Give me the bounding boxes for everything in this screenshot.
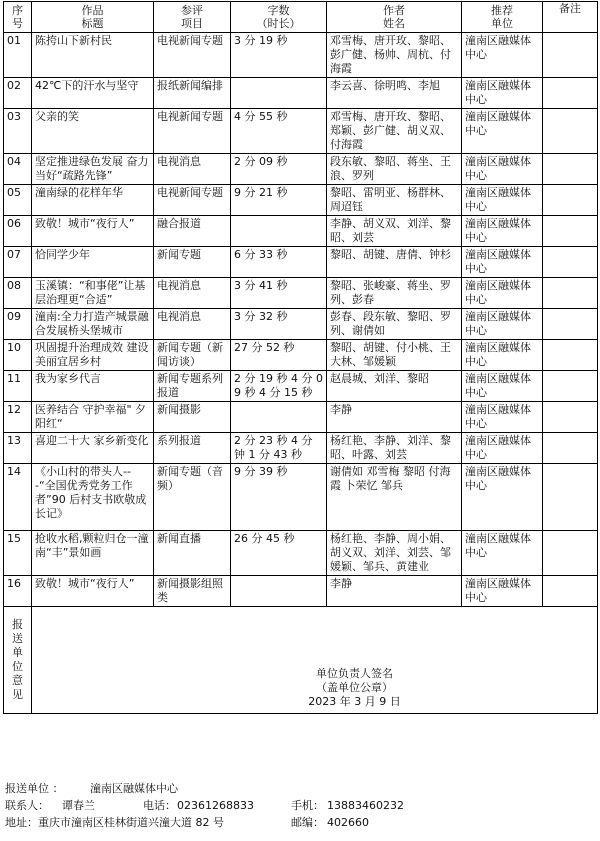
- cell-category: 新闻摄影: [154, 402, 231, 433]
- cell-authors: 李静: [327, 576, 462, 607]
- cell-remark: [543, 278, 598, 309]
- submission-date: 2023 年 3 月 9 日: [308, 695, 401, 708]
- cell-authors: 黎昭、胡键、付小桃、王大林、邹媛颖: [327, 340, 462, 371]
- cell-remark: [543, 33, 598, 78]
- cell-remark: [543, 109, 598, 154]
- cell-authors: 黎昭、胡键、唐倩、钟杉: [327, 247, 462, 278]
- cell-seq: 02: [4, 78, 32, 109]
- header-unit: 推荐 单位: [462, 2, 543, 33]
- cell-length: 2 分 23 秒 4 分钟 1 分 43 秒: [231, 433, 327, 464]
- cell-unit: 潼南区融媒体中心: [462, 309, 543, 340]
- cell-unit: 潼南区融媒体中心: [462, 278, 543, 309]
- cell-unit: 潼南区融媒体中心: [462, 402, 543, 433]
- unit-value: 潼南区融媒体中心: [90, 782, 178, 795]
- mobile-label: 手机：: [291, 799, 324, 812]
- cell-title: 《小山村的带头人---“全国优秀党务工作者”90 后村支书欧敬成长记》: [32, 464, 154, 531]
- cell-seq: 10: [4, 340, 32, 371]
- cell-unit: 潼南区融媒体中心: [462, 340, 543, 371]
- cell-category: 新闻专题（新闻访谈）: [154, 340, 231, 371]
- header-category: 参评 项目: [154, 2, 231, 33]
- signature-label: 单位负责人签名: [316, 667, 393, 680]
- cell-category: 新闻专题系列报道: [154, 371, 231, 402]
- submission-form: [3, 1, 597, 714]
- cell-authors: 谢倩如 邓雪梅 黎昭 付海霞 卜荣忆 邹兵: [327, 464, 462, 531]
- cell-title: 抢收水稻,颗粒归仓一潼南“丰”景如画: [32, 531, 154, 576]
- cell-seq: 08: [4, 278, 32, 309]
- table-row: [4, 33, 598, 78]
- cell-seq: 04: [4, 154, 32, 185]
- cell-length: [231, 576, 327, 607]
- mobile-value: 13883460232: [327, 799, 404, 812]
- address-value: 重庆市潼南区桂林街道兴潼大道 82 号: [38, 816, 224, 829]
- cell-category: 电视消息: [154, 278, 231, 309]
- cell-unit: 潼南区融媒体中心: [462, 185, 543, 216]
- table-row: [4, 531, 598, 576]
- contact-label: 联系人：: [5, 799, 49, 812]
- table-row: [4, 464, 598, 531]
- table-row: [4, 576, 598, 607]
- table-row: [4, 340, 598, 371]
- cell-length: 3 分 41 秒: [231, 278, 327, 309]
- cell-title: 喜迎二十大 家乡新变化: [32, 433, 154, 464]
- cell-unit: 潼南区融媒体中心: [462, 576, 543, 607]
- cell-remark: [543, 185, 598, 216]
- signature-block: [32, 667, 597, 709]
- cell-seq: 05: [4, 185, 32, 216]
- header-seq: 序 号: [4, 2, 32, 33]
- seal-label: （盖单位公章）: [316, 681, 393, 694]
- table-row: [4, 78, 598, 109]
- unit-label: 报送单位 ：: [5, 782, 64, 795]
- cell-remark: [543, 531, 598, 576]
- cell-title: 父亲的笑: [32, 109, 154, 154]
- table-row: [4, 247, 598, 278]
- cell-title: 坚定推进绿色发展 奋力当好“疏路先锋”: [32, 154, 154, 185]
- cell-title: 我为家乡代言: [32, 371, 154, 402]
- cell-category: 新闻专题: [154, 247, 231, 278]
- cell-authors: 李静: [327, 402, 462, 433]
- cell-seq: 11: [4, 371, 32, 402]
- header-authors: 作者 姓名: [327, 2, 462, 33]
- cell-authors: 赵晨城、刘洋、黎昭: [327, 371, 462, 402]
- cell-unit: 潼南区融媒体中心: [462, 531, 543, 576]
- cell-seq: 14: [4, 464, 32, 531]
- cell-title: 巩固提升治理成效 建设美丽宜居乡村: [32, 340, 154, 371]
- cell-seq: 03: [4, 109, 32, 154]
- cell-title: 潼南:全力打造产城景融合发展桥头堡城市: [32, 309, 154, 340]
- cell-length: 2 分 19 秒 4 分 09 秒 4 分 15 秒: [231, 371, 327, 402]
- cell-seq: 01: [4, 33, 32, 78]
- cell-seq: 16: [4, 576, 32, 607]
- postcode-label: 邮编：: [291, 816, 324, 829]
- cell-authors: 邓雪梅、唐开玫、黎昭、郑颖、彭广健、胡义双、付海霞: [327, 109, 462, 154]
- address-label: 地址：: [5, 816, 38, 829]
- works-table: [3, 1, 598, 714]
- cell-length: 3 分 32 秒: [231, 309, 327, 340]
- cell-category: 融合报道: [154, 216, 231, 247]
- table-row: [4, 109, 598, 154]
- cell-category: 电视消息: [154, 309, 231, 340]
- table-row: [4, 309, 598, 340]
- contact-footer: [5, 780, 597, 831]
- table-row: [4, 154, 598, 185]
- cell-unit: 潼南区融媒体中心: [462, 154, 543, 185]
- cell-length: 9 分 21 秒: [231, 185, 327, 216]
- cell-authors: 杨红艳、李静、周小娟、胡义双、刘洋、刘芸、邹媛颖、邹兵、黄建业: [327, 531, 462, 576]
- cell-category: 电视新闻专题: [154, 109, 231, 154]
- cell-unit: 潼南区融媒体中心: [462, 33, 543, 78]
- cell-seq: 09: [4, 309, 32, 340]
- cell-title: 潼南绿的花样年华: [32, 185, 154, 216]
- cell-category: 电视消息: [154, 154, 231, 185]
- cell-remark: [543, 402, 598, 433]
- cell-category: 新闻摄影组照类: [154, 576, 231, 607]
- table-row: [4, 433, 598, 464]
- table-row: [4, 402, 598, 433]
- cell-remark: [543, 433, 598, 464]
- cell-authors: 李云喜、徐明鸣、李旭: [327, 78, 462, 109]
- cell-category: 系列报道: [154, 433, 231, 464]
- phone-value: 02361268833: [177, 799, 254, 812]
- postcode-value: 402660: [327, 816, 369, 829]
- header-title: 作品 标题: [32, 2, 154, 33]
- cell-unit: 潼南区融媒体中心: [462, 464, 543, 531]
- cell-authors: 黎昭、雷明亚、杨群林、周迢钰: [327, 185, 462, 216]
- cell-authors: 黎昭、张峻豪、蒋坐、罗列、彭春: [327, 278, 462, 309]
- cell-authors: 段东敏、黎昭、蒋坐、王浪、罗列: [327, 154, 462, 185]
- cell-title: 致敬！城市“夜行人”: [32, 576, 154, 607]
- cell-unit: 潼南区融媒体中心: [462, 216, 543, 247]
- cell-seq: 07: [4, 247, 32, 278]
- cell-unit: 潼南区融媒体中心: [462, 433, 543, 464]
- cell-remark: [543, 576, 598, 607]
- cell-seq: 15: [4, 531, 32, 576]
- cell-length: 26 分 45 秒: [231, 531, 327, 576]
- contact-value: 谭春兰: [62, 799, 95, 812]
- cell-length: 9 分 39 秒: [231, 464, 327, 531]
- cell-length: [231, 78, 327, 109]
- table-row: [4, 278, 598, 309]
- cell-remark: [543, 464, 598, 531]
- cell-title: 致敬！城市“夜行人”: [32, 216, 154, 247]
- opinion-label: 报 送 单 位 意 见: [4, 607, 32, 714]
- cell-category: 新闻专题（音频）: [154, 464, 231, 531]
- cell-length: [231, 402, 327, 433]
- cell-seq: 06: [4, 216, 32, 247]
- table-row: [4, 185, 598, 216]
- cell-seq: 12: [4, 402, 32, 433]
- header-row: [4, 2, 598, 33]
- works-table-body: [4, 33, 598, 607]
- cell-remark: [543, 340, 598, 371]
- cell-seq: 13: [4, 433, 32, 464]
- cell-title: 恰同学少年: [32, 247, 154, 278]
- cell-remark: [543, 154, 598, 185]
- opinion-row: [4, 607, 598, 714]
- table-row: [4, 371, 598, 402]
- cell-remark: [543, 216, 598, 247]
- cell-title: 医养结合 守护幸福" 夕阳红“: [32, 402, 154, 433]
- cell-length: [231, 216, 327, 247]
- header-remark: 备注: [543, 2, 598, 33]
- cell-unit: 潼南区融媒体中心: [462, 109, 543, 154]
- cell-category: 电视新闻专题: [154, 33, 231, 78]
- cell-title: 陈挎山下新村民: [32, 33, 154, 78]
- cell-category: 报纸新闻编排: [154, 78, 231, 109]
- cell-authors: 邓雪梅、唐开玫、黎昭、彭广健、杨帅、周杭、付海霞: [327, 33, 462, 78]
- opinion-body: [32, 607, 598, 714]
- cell-remark: [543, 78, 598, 109]
- phone-label: 电话：: [143, 799, 176, 812]
- cell-authors: 杨红艳、李静、刘洋、黎昭、叶露、刘芸: [327, 433, 462, 464]
- cell-remark: [543, 247, 598, 278]
- cell-authors: 李静、胡义双、刘洋、黎昭、刘芸: [327, 216, 462, 247]
- cell-length: 2 分 09 秒: [231, 154, 327, 185]
- cell-remark: [543, 309, 598, 340]
- cell-length: 6 分 33 秒: [231, 247, 327, 278]
- table-row: [4, 216, 598, 247]
- cell-category: 新闻直播: [154, 531, 231, 576]
- cell-title: 玉溪镇：“和事佬”让基层治理更“合适”: [32, 278, 154, 309]
- header-length: 字数 （时长）: [231, 2, 327, 33]
- cell-unit: 潼南区融媒体中心: [462, 78, 543, 109]
- cell-length: 4 分 55 秒: [231, 109, 327, 154]
- cell-unit: 潼南区融媒体中心: [462, 247, 543, 278]
- cell-title: 42℃下的汗水与坚守: [32, 78, 154, 109]
- cell-category: 电视新闻专题: [154, 185, 231, 216]
- cell-remark: [543, 371, 598, 402]
- cell-length: 27 分 52 秒: [231, 340, 327, 371]
- cell-unit: 潼南区融媒体中心: [462, 371, 543, 402]
- cell-length: 3 分 19 秒: [231, 33, 327, 78]
- cell-authors: 彭春、段东敏、黎昭、罗列、谢倩如: [327, 309, 462, 340]
